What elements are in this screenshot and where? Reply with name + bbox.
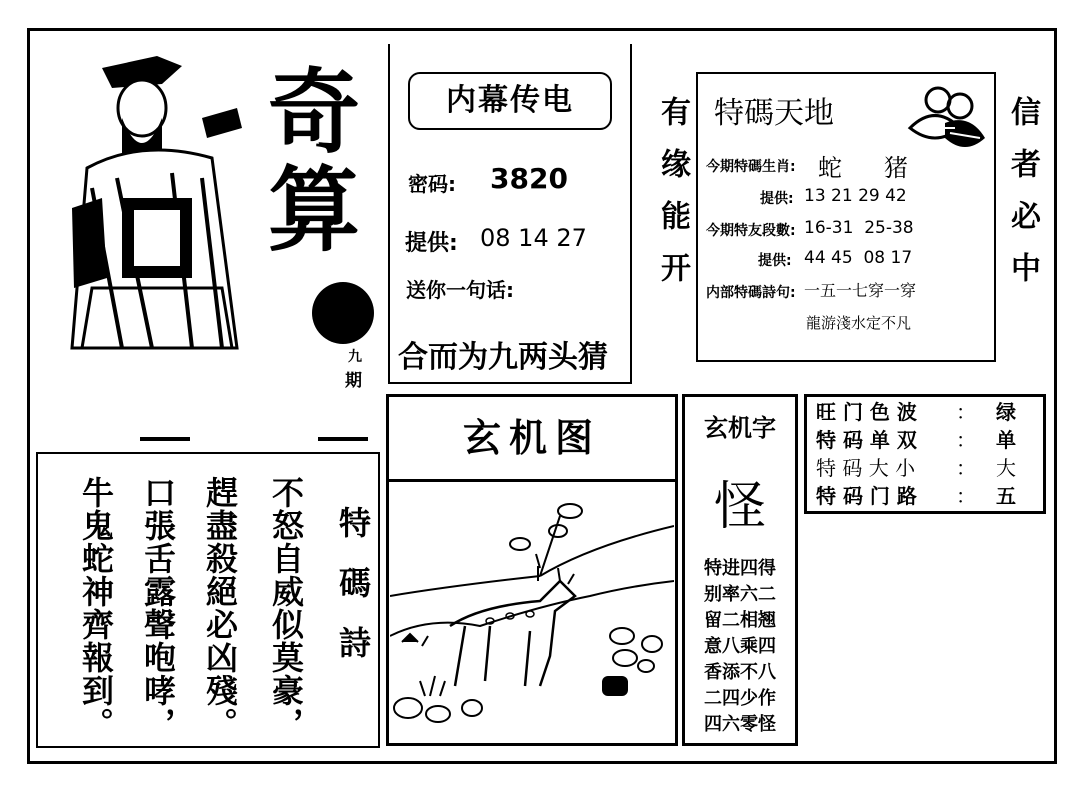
attribute-row xyxy=(816,398,1038,426)
xuanji-zi-line: 二四少作 xyxy=(704,688,776,709)
segment-label: 今期特友段數: xyxy=(706,223,796,239)
poem-title: 特碼詩 xyxy=(334,506,372,686)
period-label: 期 xyxy=(345,371,362,391)
xuanji-zi-lines xyxy=(682,556,798,738)
divider-dash xyxy=(318,437,368,441)
attribute-label: 特 码 单 双 xyxy=(816,428,917,452)
title-char-2: 算 xyxy=(268,156,361,264)
neimu-header: 内幕传电 xyxy=(446,83,574,118)
attribute-label: 特 码 大 小 xyxy=(816,456,916,480)
divider-dash xyxy=(140,437,190,441)
xuanji-zi-line: 特进四得 xyxy=(704,558,776,579)
attributes-list xyxy=(816,398,1038,510)
provide2-value: 44 45 08 17 xyxy=(804,248,913,268)
xuanji-zi-title: 玄机字 xyxy=(704,414,776,442)
zodiac-value-1: 蛇 xyxy=(818,154,842,182)
title-char-1: 奇 xyxy=(268,58,361,166)
zodiac-value-2: 猪 xyxy=(884,154,908,182)
ink-blot xyxy=(312,282,374,344)
attribute-sep: ： xyxy=(956,456,976,480)
attribute-row xyxy=(816,454,1038,482)
poem-column-4: 牛鬼蛇神齊報到。 xyxy=(77,476,115,740)
attribute-value: 大 xyxy=(996,456,1016,480)
zodiac-label: 今期特碼生肖: xyxy=(706,159,796,175)
poem-column-2: 趕盡殺絕必凶殘。 xyxy=(201,476,239,740)
provide-value: 08 14 27 xyxy=(480,224,587,252)
poem-line-1: 一五一七穿一穿 xyxy=(804,281,917,300)
tema-tiandi-title: 特碼天地 xyxy=(714,96,834,131)
password-value: 3820 xyxy=(490,162,568,195)
attribute-sep: ： xyxy=(956,400,976,424)
poem-line-2: 龍游淺水定不凡 xyxy=(806,314,912,332)
attribute-row xyxy=(816,426,1038,454)
attribute-row xyxy=(816,482,1038,510)
leaf-ornament-icon xyxy=(900,78,990,158)
attribute-label: 旺 门 色 波 xyxy=(816,400,917,424)
attribute-value: 五 xyxy=(996,484,1016,508)
xuanji-zi-line: 四六零怪 xyxy=(704,714,776,735)
phrase-text: 合而为九两头猜 xyxy=(398,340,608,375)
attribute-value: 绿 xyxy=(996,400,1016,424)
segment-value: 16-31 25-38 xyxy=(804,218,914,238)
xuanji-zi-line: 留二相翘 xyxy=(704,610,776,631)
phrase-label: 送你一句话: xyxy=(406,278,514,302)
attribute-sep: ： xyxy=(956,484,976,508)
poem-column-3: 口張舌露聲咆哮， xyxy=(139,476,177,740)
provide2-label: 提供: xyxy=(758,253,792,269)
provide1-value: 13 21 29 42 xyxy=(804,186,907,206)
poem-column-1: 不怒自威似莫豪， xyxy=(267,476,305,740)
attribute-sep: ： xyxy=(956,428,976,452)
right-vertical-slogan: 信者必中 xyxy=(1005,96,1040,304)
xuanji-tu-title: 玄机图 xyxy=(462,416,601,460)
provide1-label: 提供: xyxy=(760,191,794,207)
deity-illustration xyxy=(62,48,250,360)
provide-label: 提供: xyxy=(405,231,458,256)
xuanji-zi-char: 怪 xyxy=(713,477,766,537)
password-label: 密码: xyxy=(408,172,456,196)
xuanji-zi-line: 香添不八 xyxy=(704,662,776,683)
attribute-label: 特 码 门 路 xyxy=(816,484,917,508)
xuanji-zi-line: 别率六二 xyxy=(704,584,776,605)
deer-drawing xyxy=(390,486,674,742)
left-vertical-slogan: 有缘能开 xyxy=(655,96,690,304)
xuanji-zi-line: 意八乘四 xyxy=(704,636,776,657)
period-prefix: 九 xyxy=(348,349,362,365)
attribute-value: 单 xyxy=(996,428,1016,452)
poem-label: 内部特碼詩句: xyxy=(706,285,796,301)
